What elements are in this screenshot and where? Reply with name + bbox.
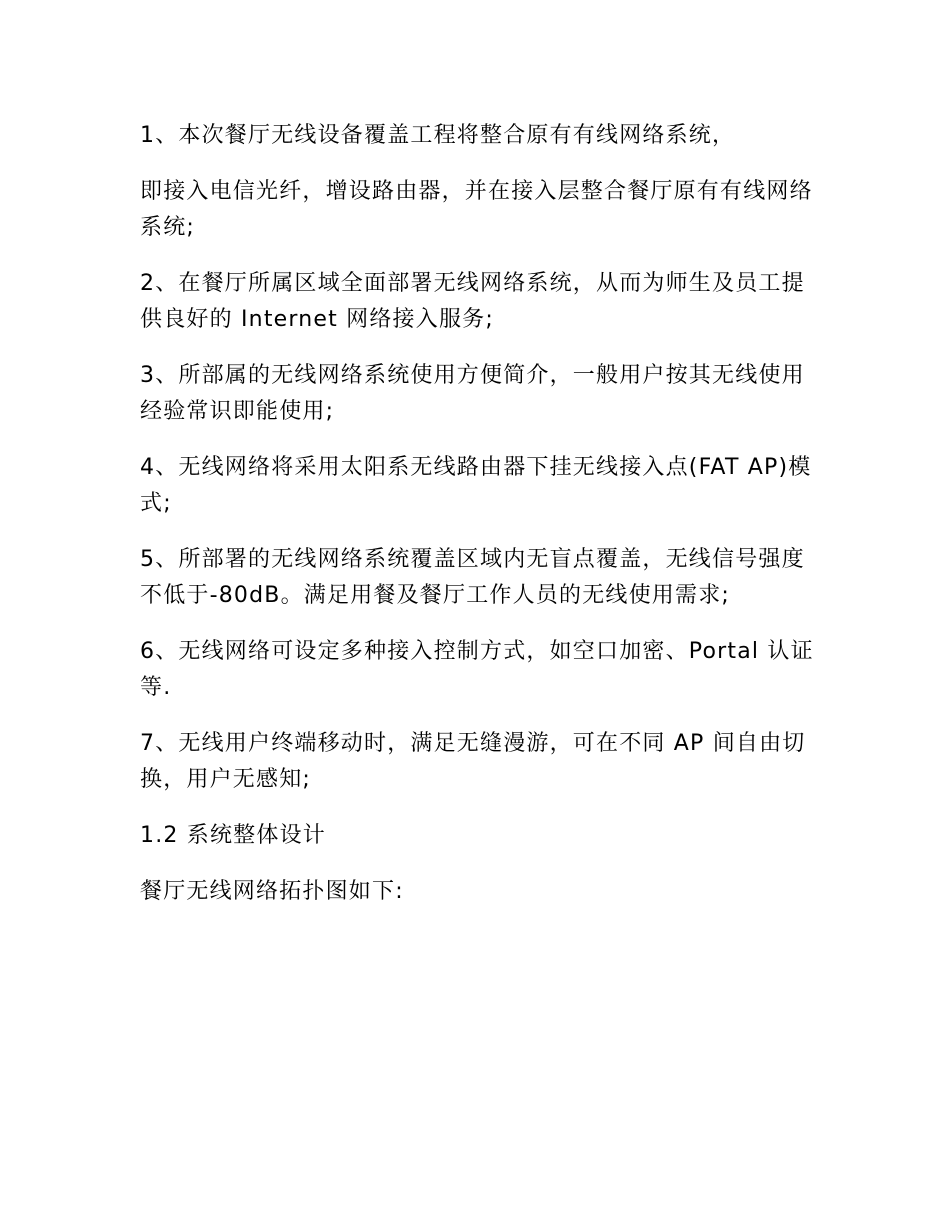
section-heading: 1.2 系统整体设计	[140, 823, 326, 848]
paragraph-item-8: 7、无线用户终端移动时，满足无缝漫游，可在不同 AP 间自由切换，用户无感知;	[140, 731, 806, 792]
paragraph-item-1: 1、本次餐厅无线设备覆盖工程将整合原有有线网络系统，	[140, 123, 736, 148]
paragraph-item-5: 4、无线网络将采用太阳系无线路由器下挂无线接入点(FAT AP)模式;	[140, 455, 812, 516]
paragraph-item-10: 餐厅无线网络拓扑图如下:	[140, 879, 404, 904]
paragraph-item-3: 2、在餐厅所属区域全面部署无线网络系统，从而为师生及员工提供良好的 Internet 网络接入服务;	[140, 271, 805, 332]
paragraph-item-2: 即接入电信光纤，增设路由器，并在接入层整合餐厅原有有线网络系统;	[140, 179, 813, 240]
paragraph-item-4: 3、所部属的无线网络系统使用方便简介，一般用户按其无线使用经验常识即能使用;	[140, 363, 805, 424]
paragraph-item-7: 6、无线网络可设定多种接入控制方式，如空口加密、Portal 认证等.	[140, 639, 814, 700]
paragraph-item-6: 5、所部署的无线网络系统覆盖区域内无盲点覆盖，无线信号强度不低于-80dB。满足用餐及餐厅工作人员的无线使用需求;	[140, 547, 805, 608]
document-body	[140, 118, 820, 930]
